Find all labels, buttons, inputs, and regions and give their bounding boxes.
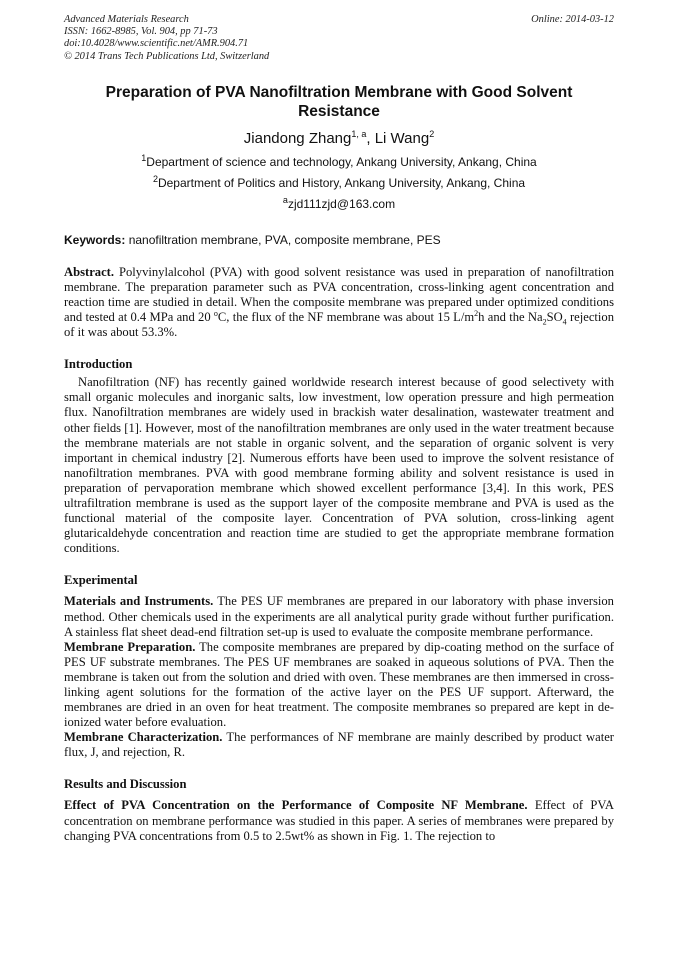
affiliation-2-sup: 2 xyxy=(152,173,158,184)
abstract-text-4: SO xyxy=(546,310,563,325)
experimental-heading: Experimental xyxy=(64,573,138,588)
keywords xyxy=(64,233,614,248)
introduction-text: Nanofiltration (NF) has recently gained worldwide research interest because of good selectivety with small organic molecules and inorganic salts, low investment, low operation pressure and high permeation flux. Nanofiltration membranes are widely used in brackish water desalination, wastewater treatment and other fields [1]. However, most of the nanofiltration membranes are only used in the water treatment because the membrane materials are not stable in organic solvent, and the separation of organic solvent is very important in chemical industry [2]. Numerous efforts have been used to improve the solvent resistance of nanofiltration membranes. PVA with good membrane forming ability and solvent resistance is used in preparation of pervaporation membrane which showed excellent performance [3,4]. In this work, PES ultrafiltration membrane is used as the support layer of the composite membrane and PVA is used as the functional material of the composite layer. Concentration of PVA solution, cross-linking agent glutaricaldehyde concentration and reaction time are studied to get the appropriate membrane formation conditions. xyxy=(64,375,614,556)
degree-sup: o xyxy=(213,308,218,318)
abstract-text-5: rejection of it was about 53.3%. xyxy=(64,310,615,340)
abstract-text-2: C, the flux of the NF membrane was about 15 L/m xyxy=(217,310,475,325)
exp-text-characterization: The performances of NF membrane are mainly described by product water flux, J, and rejection, R. xyxy=(64,730,614,760)
results-lead: Effect of PVA Concentration on the Performance of Composite NF Membrane. xyxy=(64,798,528,813)
affiliation-1-text: Department of science and technology, Ankang University, Ankang, China xyxy=(146,154,537,169)
author-1-sup: 1, a xyxy=(351,128,367,139)
affiliation-2 xyxy=(64,173,614,191)
abstract-text-3: h and the Na xyxy=(478,310,543,325)
sub-2: 2 xyxy=(542,317,547,327)
author-line xyxy=(64,129,614,149)
exp-lead-characterization: Membrane Characterization. xyxy=(64,730,223,745)
exp-text-preparation: The composite membranes are prepared by dip-coating method on the surface of PES UF substrate membranes. The PES UF membranes are soaked in aqueous solutions of PVA. Then the membrane is taken out from the solution and dried with oven. These membranes are then immersed in cross-linking agent solutions for the formation of the active layer on the PES UF support. Afterward, the membranes are dried in an oven for heat treatment. The composite membranes so prepared are kept in de-ionized water before evaluation. xyxy=(64,639,614,730)
introduction-heading: Introduction xyxy=(64,357,133,372)
email-text: zjd111zjd@163.com xyxy=(287,196,396,211)
square-sup: 2 xyxy=(474,308,479,318)
author-2-sup: 2 xyxy=(429,128,435,139)
exp-text-materials: The PES UF membranes are prepared in our laboratory with phase inversion method. Other chemicals used in the experiments are all analytical purity grade without further purification. A stainless flat sheet dead-end filtration set-up is used to evaluate the composite membrane performance. xyxy=(64,594,614,639)
paper-title: Preparation of PVA Nanofiltration Membrane with Good Solvent Resistance xyxy=(105,83,573,120)
experimental-section xyxy=(64,594,614,760)
exp-paragraph-preparation xyxy=(64,640,614,731)
abstract-text-1: Polyvinylalcohol (PVA) with good solvent resistance was used in preparation of nanofiltration membrane. The preparation parameter such as PVA concentration, cross-linking agent concentration and reaction time are studied in detail. When the composite membrane was prepared under optimized conditions and tested at 0.4 MPa and 20 xyxy=(64,264,614,325)
results-paragraph xyxy=(64,798,614,843)
author-2-name: Li Wang xyxy=(374,129,430,147)
affiliation-1 xyxy=(64,152,614,170)
exp-paragraph-materials xyxy=(64,594,614,639)
exp-paragraph-characterization xyxy=(64,730,614,760)
author-1-name: Jiandong Zhang xyxy=(243,129,352,147)
abstract xyxy=(64,265,614,340)
keywords-label: Keywords: xyxy=(64,232,126,247)
author-email xyxy=(64,194,614,212)
keywords-text: nanofiltration membrane, PVA, composite membrane, PES xyxy=(125,232,441,247)
author-separator: , xyxy=(366,129,375,147)
journal-name: Advanced Materials Research xyxy=(64,14,189,25)
journal-header xyxy=(64,14,614,63)
online-date: Online: 2014-03-12 xyxy=(531,14,614,25)
affiliation-2-text: Department of Politics and History, Ankang University, Ankang, China xyxy=(157,175,526,190)
exp-lead-preparation: Membrane Preparation. xyxy=(64,639,196,654)
issn-line: ISSN: 1662-8985, Vol. 904, pp 71-73 xyxy=(64,26,218,38)
affiliation-1-sup: 1 xyxy=(141,152,147,163)
doi-line: doi:10.4028/www.scientific.net/AMR.904.71 xyxy=(64,38,249,50)
exp-lead-materials: Materials and Instruments. xyxy=(64,594,214,609)
results-heading: Results and Discussion xyxy=(64,777,187,792)
copyright-line: © 2014 Trans Tech Publications Ltd, Switzerland xyxy=(64,50,270,62)
email-sup: a xyxy=(282,194,288,205)
sub-4: 4 xyxy=(562,317,567,327)
results-text: Effect of PVA concentration on membrane performance was studied in this paper. A series of membranes were prepared by changing PVA concentrations from 0.5 to 2.5wt% as shown in Fig. 1. The rejection to xyxy=(64,798,614,843)
abstract-label: Abstract. xyxy=(64,264,115,279)
